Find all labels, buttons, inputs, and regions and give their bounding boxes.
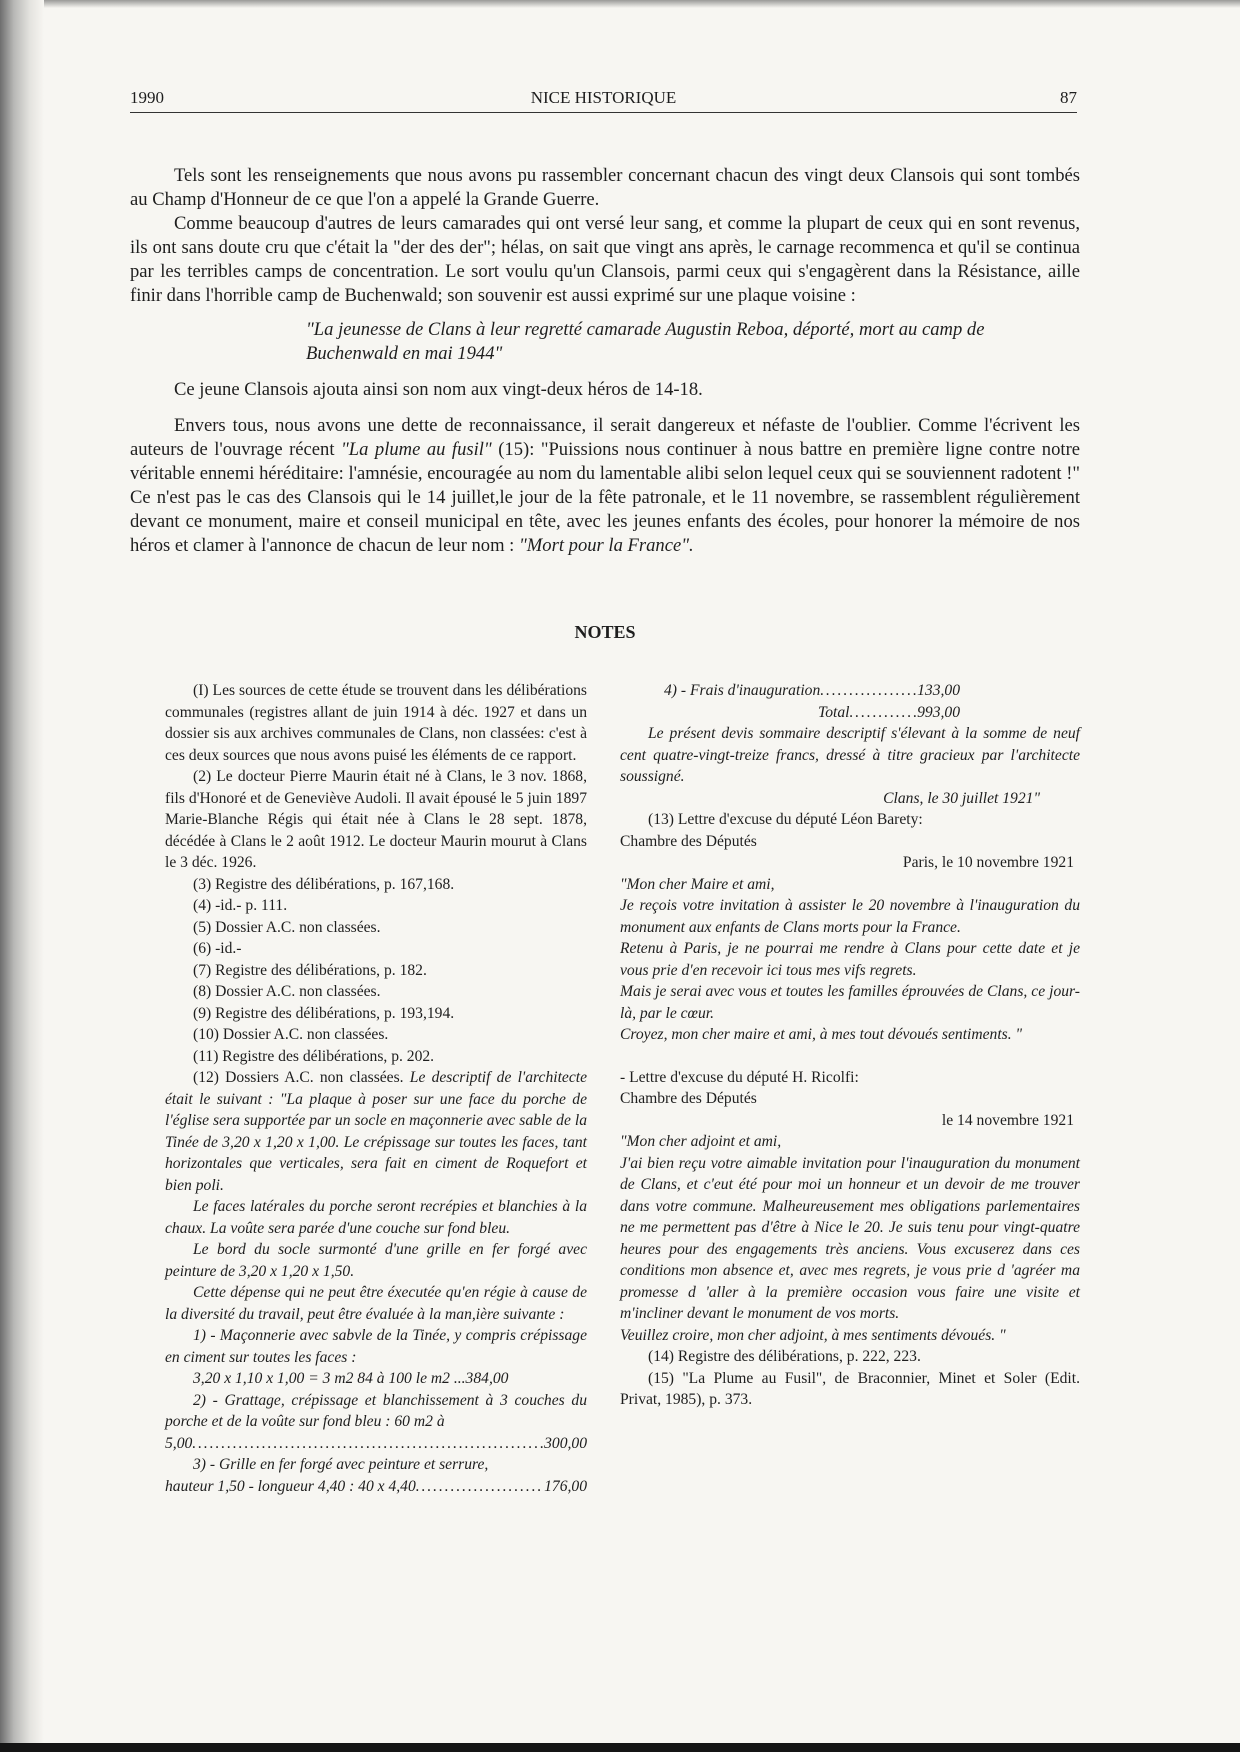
binding-shadow [0,0,44,1752]
note-2: (2) Le docteur Pierre Maurin était né à Clans, le 3 nov. 1868, fils d'Honoré et de Geneviève Audoli. Il avait épousé le 5 juin 1897 Marie-Blanche Régis qui était née à Clans le 28 sept. 1878, décédée à Clans le 2 août 1912. Le docteur Maurin mourut à Clans le 3 déc. 1926. [165,768,587,871]
body-paragraph: Comme beaucoup d'autres de leurs camarades qui ont versé leur sang, et comme la plupart de ceux qui en sont revenus, ils ont sans doute cru que c'était la "der des der"; hélas, on sait que vingt ans après, le carnage recommenca et qu'il se continua par les terribles camps de concentration. Le sort voulu qu'un Clansois, parmi ceux qui s'engagèrent dans la Résistance, aille finir dans l'horrible camp de Buchenwald; son souvenir est aussi exprimé sur une plaque voisine : [130,213,1080,306]
letter-2-org: Chambre des Députés [620,1090,757,1107]
letter-2-title: - Lettre d'excuse du député H. Ricolfi: [620,1068,859,1086]
note-7: (7) Registre des délibérations, p. 182. [193,961,427,979]
letter-1-org: Chambre des Députés [620,832,757,850]
estimate-item-2-amount: 5,00 . . . 300,00 [165,1433,587,1455]
note-10: (10) Dossier A.C. non classées. [193,1026,389,1043]
note-8: (8) Dossier A.C. non classées. [193,983,381,1000]
note-12-paragraph: Le bord du socle surmonté d'une grille en fer forgé avec peinture de 3,20 x 1,20 x 1,50. [165,1241,587,1280]
letter-1-paragraph: Je reçois votre invitation à assister le 20 novembre à l'inauguration du monument aux enfants de Clans morts pour la France. [620,897,1080,936]
note-15: (15) "La Plume au Fusil", de Braconnier, Minet et Soler (Edit. Privat, 1985), p. 373. [620,1369,1080,1408]
note-1: (I) Les sources de cette étude se trouvent dans les délibérations communales (registres allant de juin 1914 à déc. 1927 et dans un dossier sis aux archives communales de Clans, non classées: c'est à ces deux sources que nous avons puisé les éléments de ce rapport. [165,682,587,764]
letter-1-paragraph: Mais je serai avec vous et toutes les familles éprouvées de Clans, ce jour-là, par le cœur. [620,983,1080,1022]
note-11: (11) Registre des délibérations, p. 202. [193,1047,435,1065]
main-body-text [130,164,1080,558]
estimate-total: Total . . . 993,00 [620,702,1080,724]
body-paragraph: Ce jeune Clansois ajouta ainsi son nom aux vingt-deux héros de 14-18. [174,379,703,400]
letter-1-date: Paris, le 10 novembre 1921 [902,854,1074,871]
letter-2-date: le 14 novembre 1921 [941,1111,1074,1129]
page-top-edge [0,0,1240,8]
notes-left-column [165,680,587,1497]
body-paragraph: Envers tous, nous avons une dette de reconnaissance, il serait dangereux et néfaste de l'oublier. Comme l'écrivent les auteurs de l'ouvrage récent "La plume au fusil" (15): "Puissions nous continuer à nous battre en première ligne contre notre véritable ennemi héréditaire: l'amnésie, encouragée au nom du lamentable alibi selon lequel ceux qui se souviennent radotent !" Ce n'est pas le cas des Clansois qui le 14 juillet,le jour de la fête patronale, et le 11 novembre, se rassemblent régulièrement devant ce monument, maire et conseil municipal en tête, avec les jeunes enfants des écoles, pour honorer la mémoire de nos héros et clamer à l'annonce de chacun de leur nom : "Mort pour la France". [130,415,1081,556]
letter-1-closing: Croyez, mon cher maire et ami, à mes tout dévoués sentiments. " [620,1026,1023,1043]
estimate-item-1-calc: 3,20 x 1,10 x 1,00 = 3 m2 84 à 100 le m2 ...384,00 [193,1370,509,1387]
estimate-item-3: 3) - Grille en fer forgé avec peinture et serrure, [193,1456,489,1473]
estimate-item-4: 4) - Frais d'inauguration . . . 133,00 [620,680,1080,702]
letter-1-salutation: "Mon cher Maire et ami, [620,875,775,893]
estimate-item-3-amount: hauteur 1,50 - longueur 4,40 : 40 x 4,40 . . . 176,00 [165,1476,587,1498]
header-year: 1990 [130,88,164,107]
note-6: (6) -id.- [193,940,242,957]
body-paragraph: Tels sont les renseignements que nous avons pu rassembler concernant chacun des vingt deux Clansois qui sont tombés au Champ d'Honneur de ce que l'on a appelé la Grande Guerre. [130,165,1080,210]
journal-title: NICE HISTORIQUE [530,88,677,107]
estimate-summary: Le présent devis sommaire descriptif s'élevant à la somme de neuf cent quatre-vingt-treize francs, dressé à titre gracieux par l'architecte soussigné. [620,725,1080,785]
estimate-signature-date: Clans, le 30 juillet 1921" [883,789,1040,807]
note-4: (4) -id.- p. 111. [193,897,288,914]
spacer [620,1046,1080,1067]
note-14: (14) Registre des délibérations, p. 222, 223. [648,1348,921,1365]
letter-2-salutation: "Mon cher adjoint et ami, [620,1133,782,1150]
page-number: 87 [1060,88,1077,107]
notes-right-column [620,680,1080,1411]
estimate-item-2: 2) - Grattage, crépissage et blanchissement à 3 couches du porche et de la voûte sur fond bleu : 60 m2 à [165,1391,587,1430]
running-header [130,88,1077,113]
memorial-inscription-quote: "La jeunesse de Clans à leur regretté camarade Augustin Reboa, déporté, mort au camp de Buchenwald en mai 1944" [306,319,985,364]
note-5: (5) Dossier A.C. non classées. [193,918,381,936]
letter-2-closing: Veuillez croire, mon cher adjoint, à mes sentiments dévoués. " [620,1326,1006,1344]
notes-heading: NOTES [574,622,636,642]
estimate-item-1: 1) - Maçonnerie avec sabvle de la Tinée, y compris crépissage en ciment sur toutes les faces : [165,1327,587,1366]
note-13: (13) Lettre d'excuse du député Léon Barety: [648,811,923,828]
note-12-paragraph: Cette dépense qui ne peut être éxecutée qu'en régie à cause de la diversité du travail, peut être évaluée à la man,ière suivante : [165,1284,587,1323]
letter-1-paragraph: Retenu à Paris, je ne pourrai me rendre à Clans pour cette date et je vous prie d'en recevoir ici tous mes vifs regrets. [620,940,1080,979]
note-12-paragraph: Le faces latérales du porche seront recrépies et blanchies à la chaux. La voûte sera parée d'une couche sur fond bleu. [165,1198,587,1237]
note-9: (9) Registre des délibérations, p. 193,194. [193,1004,455,1022]
letter-2-paragraph: J'ai bien reçu votre aimable invitation pour l'inauguration du monument de Clans, et c'eut été pour moi un honneur et un devoir de me trouver dans votre commune. Malheureusement mes obligations parlementaires ne me permettent pas d'être à Nice le 20. Je suis tenu pour vingt-quatre heures pour des engagements très anciens. Vous excuserez dans ces conditions mon absence et, avec mes regrets, je vous prie d 'agréer ma promesse d 'aller à la première occasion vous faire une visite et m'incliner devant le monument de vos morts. [620,1154,1080,1322]
page-bottom-edge [0,1743,1240,1752]
note-3: (3) Registre des délibérations, p. 167,168. [193,875,455,893]
note-12: (12) Dossiers A.C. non classées. Le descriptif de l'architecte était le suivant : "La plaque à poser sur une face du porche de l'église sera supportée par un socle en maçonnerie avec sable de la Tinée de 3,20 x 1,20 x 1,00. Le crépissage sur toutes les faces, tant horizontales que verticales, sera fait en ciment de Roquefort et bien poli. [165,1069,588,1194]
